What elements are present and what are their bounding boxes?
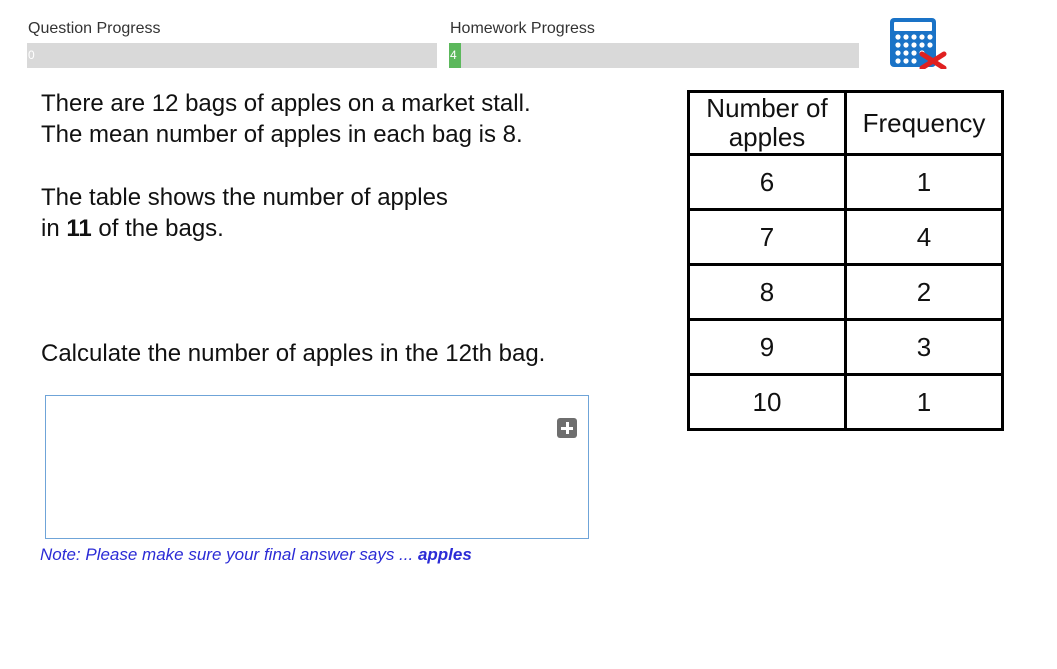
question-line: The mean number of apples in each bag is 8. [41,121,523,148]
question-text: in [41,215,67,242]
frequency-cell: 4 [846,210,1003,265]
question-line: The table shows the number of apples [41,184,448,211]
note-text: Note: Please make sure your final answer says ... [40,545,418,564]
frequency-cell: 1 [846,375,1003,430]
homework-progress-bar [449,43,859,68]
homework-progress-value: 4 [450,48,457,62]
table-row [689,265,1003,320]
question-progress-label: Question Progress [28,20,161,37]
question-text: of the bags. [91,215,224,242]
note-unit: apples [417,545,472,564]
table-header-frequency: Frequency [846,92,1003,155]
apples-cell: 6 [689,155,846,210]
table-row [689,320,1003,375]
question-progress-bar [27,43,437,68]
question-table-intro [41,182,448,244]
table-header-apples: Number of apples [689,92,846,155]
table-row [689,155,1003,210]
question-line [41,213,448,244]
homework-progress-label: Homework Progress [450,20,595,37]
question-progress-value: 0 [28,48,35,62]
table-row [689,210,1003,265]
question-line: There are 12 bags of apples on a market stall. [41,90,531,117]
question-bold-number: 11 [66,215,92,242]
answer-input[interactable] [45,395,589,539]
plus-square-icon[interactable] [557,418,577,438]
answer-note [40,545,472,565]
question-intro [41,88,531,150]
frequency-cell: 1 [846,155,1003,210]
calculator-disabled-icon[interactable] [889,17,947,69]
apples-cell: 10 [689,375,846,430]
apples-cell: 8 [689,265,846,320]
frequency-cell: 2 [846,265,1003,320]
table-row [689,375,1003,430]
apples-cell: 7 [689,210,846,265]
frequency-cell: 3 [846,320,1003,375]
frequency-table [687,90,1004,431]
apples-cell: 9 [689,320,846,375]
question-prompt: Calculate the number of apples in the 12th bag. [41,340,546,367]
